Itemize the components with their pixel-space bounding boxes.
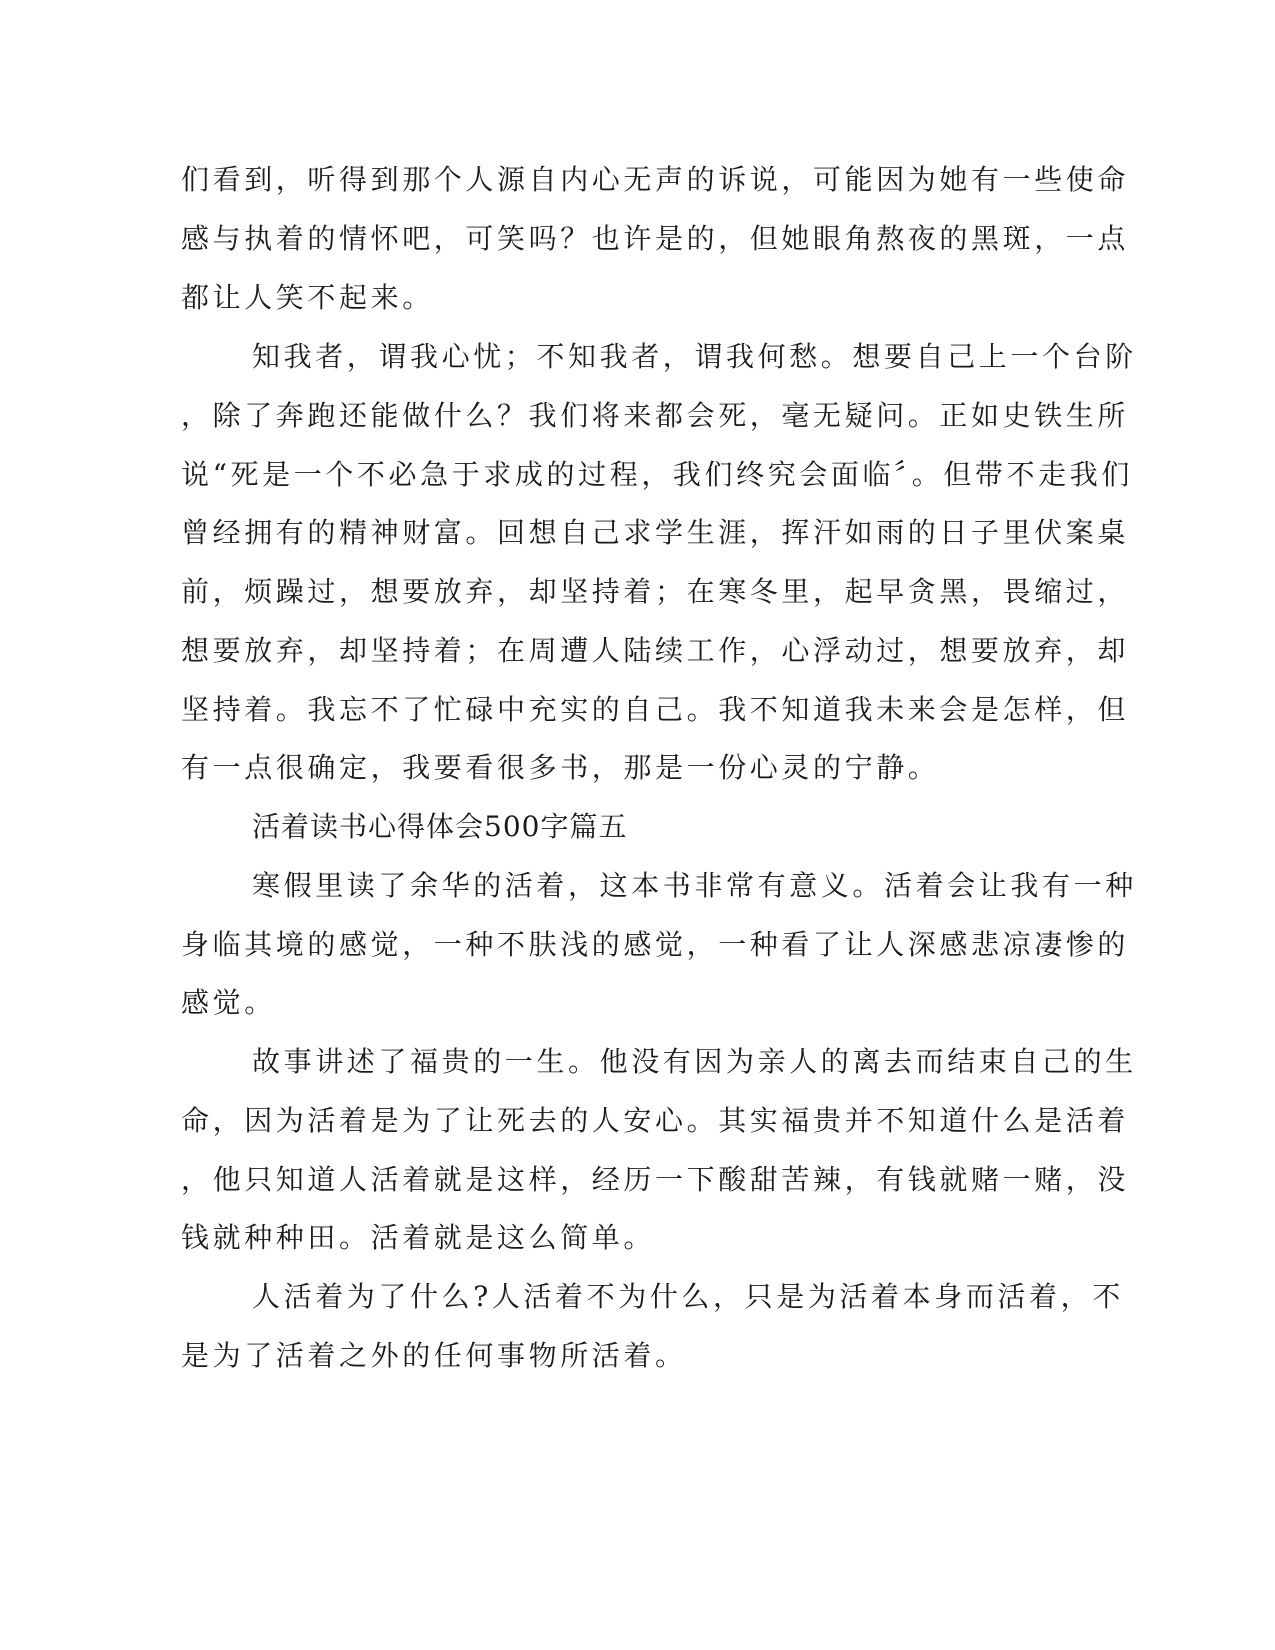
paragraph-line: 人活着为了什么?人活着不为什么，只是为活着本身而活着，不 bbox=[252, 1280, 1124, 1313]
paragraph-line: 想要放弃，却坚持着；在周遭人陆续工作，心浮动过，想要放弃，却 bbox=[181, 634, 1130, 667]
paragraph-line: 有一点很确定，我要看很多书，那是一份心灵的宁静。 bbox=[181, 751, 940, 784]
paragraph-line: 感与执着的情怀吧，可笑吗？也许是的，但她眼角熬夜的黑斑，一点 bbox=[181, 222, 1130, 255]
paragraph-line: ，除了奔跑还能做什么？我们将来都会死，毫无疑问。正如史铁生所 bbox=[181, 399, 1130, 432]
section-heading: 活着读书心得体会500字篇五 bbox=[252, 810, 628, 843]
paragraph-line: 说“死是一个不必急于求成的过程，我们终究会面临〞。但带不走我们 bbox=[181, 458, 1133, 491]
paragraph-line: 钱就种种田。活着就是这么简单。 bbox=[181, 1221, 656, 1254]
paragraph-line: 故事讲述了福贵的一生。他没有因为亲人的离去而结束自己的生 bbox=[252, 1045, 1137, 1078]
paragraph-line: 命，因为活着是为了让死去的人安心。其实福贵并不知道什么是活着 bbox=[181, 1104, 1130, 1137]
paragraph-line: 曾经拥有的精神财富。回想自己求学生涯，挥汗如雨的日子里伏案桌 bbox=[181, 516, 1130, 549]
paragraph-line: ，他只知道人活着就是这样，经历一下酸甜苦辣，有钱就赌一赌，没 bbox=[181, 1163, 1130, 1196]
paragraph-line: 寒假里读了余华的活着，这本书非常有意义。活着会让我有一种 bbox=[252, 869, 1137, 902]
paragraph-line: 坚持着。我忘不了忙碌中充实的自己。我不知道我未来会是怎样，但 bbox=[181, 693, 1130, 726]
paragraph-line: 是为了活着之外的任何事物所活着。 bbox=[181, 1339, 687, 1372]
paragraph-line: 知我者，谓我心忧；不知我者，谓我何愁。想要自己上一个台阶 bbox=[252, 340, 1137, 373]
paragraph-line: 都让人笑不起来。 bbox=[181, 281, 434, 314]
paragraph-line: 身临其境的感觉，一种不肤浅的感觉，一种看了让人深感悲凉凄惨的 bbox=[181, 928, 1130, 961]
paragraph-line: 前，烦躁过，想要放弃，却坚持着；在寒冬里，起早贪黑，畏缩过， bbox=[181, 575, 1130, 608]
paragraph-line: 们看到，听得到那个人源自内心无声的诉说，可能因为她有一些使命 bbox=[181, 163, 1130, 196]
paragraph-line: 感觉。 bbox=[181, 986, 276, 1019]
